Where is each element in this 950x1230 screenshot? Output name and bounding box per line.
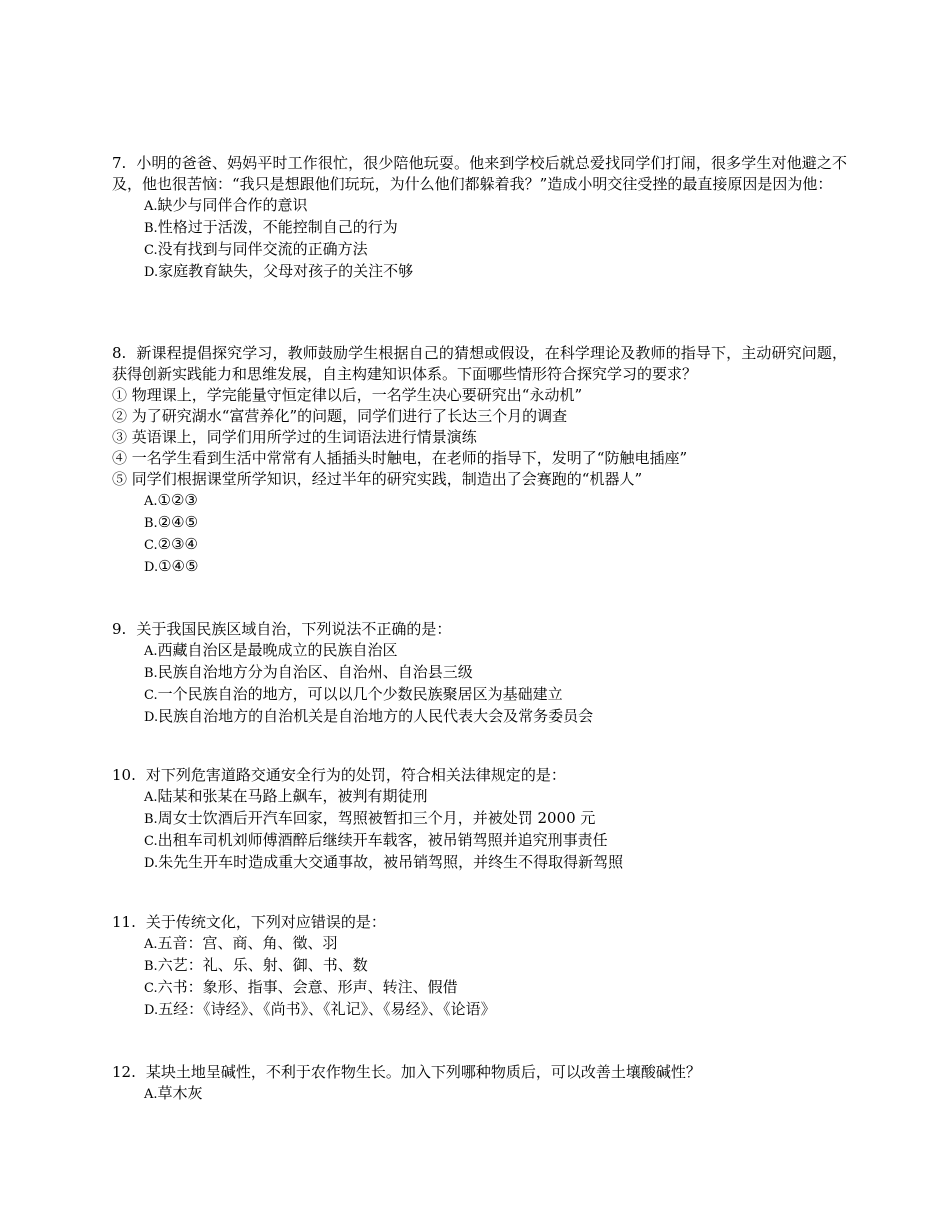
option-text: 家庭教育缺失，父母对孩子的关注不够	[158, 262, 414, 280]
option-letter: A.	[144, 494, 158, 509]
option-list	[112, 195, 847, 283]
question-text: 关于传统文化，下列对应错误的是：	[145, 913, 386, 931]
option-text: ②③④	[157, 535, 198, 553]
option-text: ②④⑤	[157, 513, 199, 531]
option-text: 民族自治地方的自治机关是自治地方的人民代表大会及常务委员会	[158, 707, 594, 725]
option-letter: A.	[144, 937, 158, 952]
option-c	[144, 239, 847, 261]
option-d	[144, 556, 847, 578]
question-number: 8.	[112, 344, 127, 362]
option-list	[112, 640, 847, 728]
question-stem	[112, 912, 847, 933]
option-b	[144, 808, 847, 830]
option-letter: C.	[144, 243, 158, 258]
question-10	[112, 765, 847, 874]
question-8	[112, 343, 847, 578]
option-text: 五经：《诗经》、《尚书》、《礼记》、《易经》、《论语》	[158, 1000, 496, 1018]
option-letter: A.	[144, 199, 158, 214]
option-text: ①②③	[157, 491, 198, 509]
option-b	[144, 955, 847, 977]
option-a	[144, 640, 847, 662]
question-number: 12.	[112, 1063, 136, 1081]
option-letter: D.	[144, 560, 159, 575]
option-letter: C.	[144, 538, 158, 553]
question-stem	[112, 765, 847, 786]
question-number: 10.	[112, 766, 136, 784]
option-list	[112, 786, 847, 874]
option-letter: D.	[144, 1003, 159, 1018]
question-9	[112, 619, 847, 728]
option-text: ①④⑤	[158, 557, 199, 575]
option-letter: A.	[144, 644, 158, 659]
option-d	[144, 852, 847, 874]
question-stem	[112, 153, 847, 195]
option-letter: B.	[144, 959, 158, 974]
option-list	[112, 490, 847, 578]
option-b	[144, 217, 847, 239]
question-text: 某块土地呈碱性，不利于农作物生长。加入下列哪种物质后，可以改善土壤酸碱性？	[145, 1063, 701, 1081]
option-text: 陆某和张某在马路上飙车，被判有期徒刑	[157, 787, 428, 805]
option-letter: B.	[144, 666, 158, 681]
option-letter: C.	[144, 981, 158, 996]
option-d	[144, 706, 847, 728]
option-text: 六艺：礼、乐、射、御、书、数	[157, 956, 368, 974]
option-list	[112, 1083, 847, 1105]
statement-1: ① 物理课上，学完能量守恒定律以后，一名学生决心要研究出“永动机”	[112, 386, 583, 404]
option-text: 没有找到与同伴交流的正确方法	[157, 240, 368, 258]
option-c	[144, 684, 847, 706]
option-letter: B.	[144, 221, 158, 236]
statement-5: ⑤ 同学们根据课堂所学知识，经过半年的研究实践，制造出了会赛跑的“机器人”	[112, 470, 643, 488]
option-a	[144, 490, 847, 512]
option-b	[144, 512, 847, 534]
option-letter: B.	[144, 812, 158, 827]
statement-4: ④ 一名学生看到生活中常常有人插插头时触电，在老师的指导下，发明了“防触电插座”	[112, 449, 688, 467]
option-a	[144, 933, 847, 955]
question-12	[112, 1062, 847, 1105]
option-list	[112, 933, 847, 1021]
option-letter: C.	[144, 688, 158, 703]
option-c	[144, 534, 847, 556]
option-a	[144, 786, 847, 808]
option-text: 民族自治地方分为自治区、自治州、自治县三级	[157, 663, 473, 681]
option-text: 朱先生开车时造成重大交通事故，被吊销驾照，并终生不得取得新驾照	[158, 853, 624, 871]
question-number: 7.	[112, 154, 127, 172]
option-b	[144, 662, 847, 684]
option-text: 周女士饮酒后开汽车回家，驾照被暂扣三个月，并被处罚 2000 元	[157, 809, 596, 827]
option-text: 一个民族自治的地方，可以以几个少数民族聚居区为基础建立	[157, 685, 563, 703]
question-text: 关于我国民族区域自治，下列说法不正确的是：	[136, 620, 452, 638]
option-text: 六书：象形、指事、会意、形声、转注、假借	[157, 978, 458, 996]
question-11	[112, 912, 847, 1021]
option-letter: B.	[144, 516, 158, 531]
option-a	[144, 1083, 847, 1105]
question-stem	[112, 619, 847, 640]
option-text: 缺少与同伴合作的意识	[157, 196, 308, 214]
option-text: 西藏自治区是最晚成立的民族自治区	[157, 641, 398, 659]
option-d	[144, 261, 847, 283]
statement-3: ③ 英语课上，同学们用所学过的生词语法进行情景演练	[112, 428, 477, 446]
question-number: 9.	[112, 620, 127, 638]
option-letter: D.	[144, 710, 159, 725]
option-letter: A.	[144, 790, 158, 805]
question-text: 新课程提倡探究学习，教师鼓励学生根据自己的猜想或假设，在科学理论及教师的指导下，主动研究问题，获得创新实践能力和思维发展，自主构建知识体系。下面哪些情形符合探究学习的要求？	[112, 344, 847, 383]
option-c	[144, 830, 847, 852]
option-d	[144, 999, 847, 1021]
option-letter: C.	[144, 834, 158, 849]
option-text: 五音：宫、商、角、徵、羽	[157, 934, 338, 952]
option-a	[144, 195, 847, 217]
statement-2: ② 为了研究湖水“富营养化”的问题，同学们进行了长达三个月的调查	[112, 407, 568, 425]
question-text: 对下列危害道路交通安全行为的处罚，符合相关法律规定的是：	[145, 766, 566, 784]
question-text: 小明的爸爸、妈妈平时工作很忙，很少陪他玩耍。他来到学校后就总爱找同学们打闹，很多学生对他避之不及，他也很苦恼：“我只是想跟他们玩玩，为什么他们都躲着我？”造成小明交往受挫的最直接原因是因为他：	[112, 154, 847, 193]
option-letter: D.	[144, 856, 159, 871]
option-c	[144, 977, 847, 999]
question-stem	[112, 1062, 847, 1083]
option-letter: D.	[144, 265, 159, 280]
option-text: 性格过于活泼，不能控制自己的行为	[157, 218, 398, 236]
question-7	[112, 153, 847, 283]
option-text: 草木灰	[157, 1084, 203, 1102]
option-text: 出租车司机刘师傅酒醉后继续开车载客，被吊销驾照并追究刑事责任	[157, 831, 608, 849]
option-letter: A.	[144, 1087, 158, 1102]
question-stem	[112, 343, 847, 385]
question-number: 11.	[112, 913, 136, 931]
